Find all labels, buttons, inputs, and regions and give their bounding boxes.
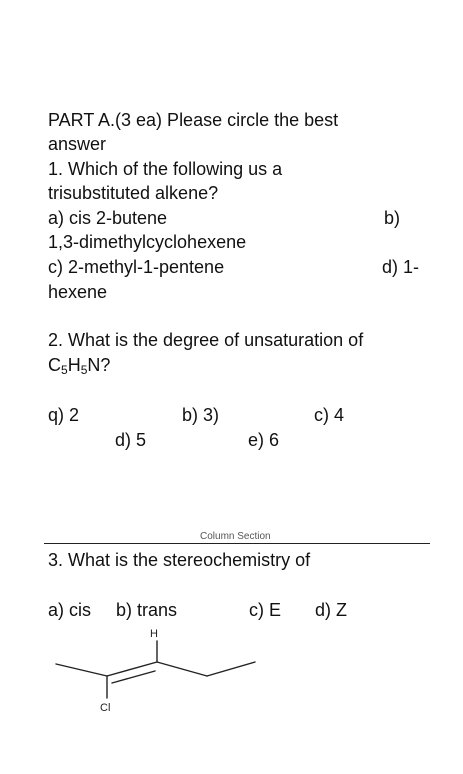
bond-right-chain-2	[207, 662, 255, 676]
atom-top-label: H	[150, 628, 158, 640]
q1-option-c[interactable]: c) 2-methyl-1-pentene	[48, 257, 225, 277]
q3-option-d[interactable]: d) Z	[315, 600, 348, 620]
q3-option-b[interactable]: b) trans	[116, 600, 178, 620]
atom-bottom-label: Cl	[100, 702, 111, 714]
q2-formula-n: N?	[87, 355, 111, 375]
q2-option-c[interactable]: c) 4	[314, 405, 345, 425]
q1-question-line1: 1. Which of the following us a	[48, 159, 283, 179]
q2-option-d[interactable]: d) 5	[115, 430, 147, 450]
q2-formula-c: C	[48, 355, 61, 375]
q1-option-b-label[interactable]: b)	[384, 208, 401, 228]
q2-option-e[interactable]: e) 6	[248, 430, 280, 450]
part-a-heading-line1: PART A.(3 ea) Please circle the best	[48, 110, 339, 130]
q3-option-c[interactable]: c) E	[249, 600, 282, 620]
bond-right-chain-1	[157, 662, 207, 676]
q1-option-b-text[interactable]: 1,3-dimethylcyclohexene	[48, 232, 247, 252]
q2-formula-h-sub: 5	[80, 363, 88, 377]
q2-option-a[interactable]: q) 2	[48, 405, 80, 425]
section-label: Column Section	[200, 531, 271, 542]
q2-formula-h: H	[67, 355, 81, 375]
q2-formula-c-sub: 5	[61, 363, 68, 377]
q1-option-d-label[interactable]: d) 1-	[382, 257, 420, 277]
q2-question-line1: 2. What is the degree of unsaturation of	[48, 330, 364, 350]
q2-option-b[interactable]: b) 3)	[182, 405, 220, 425]
part-a-heading-line2: answer	[48, 134, 107, 154]
bond-left-methyl	[56, 664, 107, 676]
q3-option-a[interactable]: a) cis	[48, 600, 92, 620]
q1-question-line2: trisubstituted alkene?	[48, 183, 219, 203]
q1-option-d-text[interactable]: hexene	[48, 282, 108, 302]
q1-option-a[interactable]: a) cis 2-butene	[48, 208, 168, 228]
bond-double-outer	[107, 662, 157, 676]
q3-question: 3. What is the stereochemistry of	[48, 550, 311, 570]
